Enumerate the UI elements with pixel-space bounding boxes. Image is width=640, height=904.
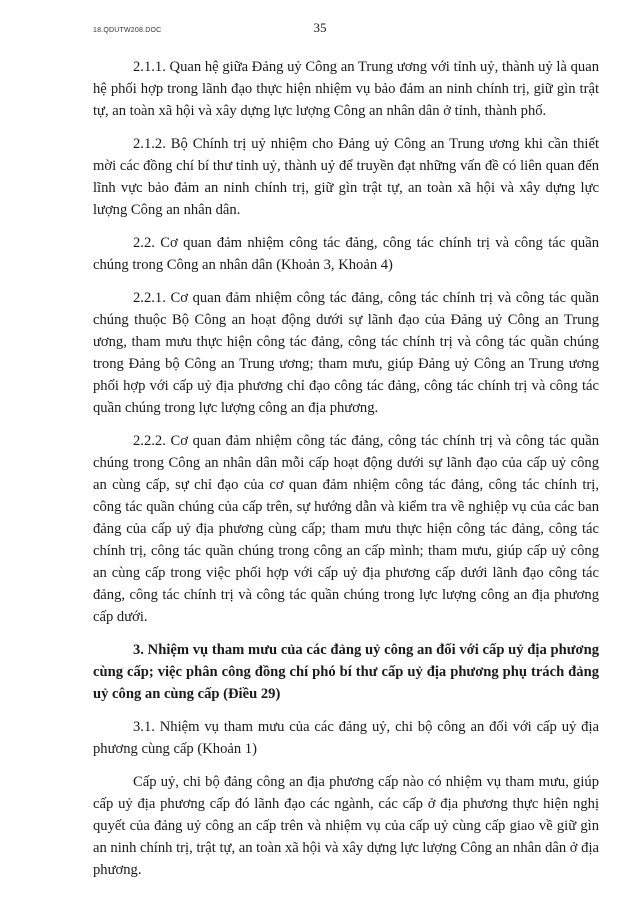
document-body bbox=[93, 56, 599, 892]
paragraph-3-1: 3.1. Nhiệm vụ tham mưu của các đảng uỷ, chi bộ công an đối với cấp uỷ địa phương cùng cấp (Khoản 1) bbox=[93, 719, 599, 757]
document-code: 18.QDUTW208.DOC bbox=[93, 27, 162, 34]
paragraph-2-1-2: 2.1.2. Bộ Chính trị uỷ nhiệm cho Đảng uỷ Công an Trung ương khi cần thiết mời các đồng chí bí thư tỉnh uỷ, thành uỷ để truyền đạt những vấn đề có liên quan đến lĩnh vực bảo đảm an ninh chính trị, giữ gìn trật tự, an toàn xã hội và xây dựng lực lượng Công an nhân dân. bbox=[93, 136, 599, 218]
paragraph-2-2-1: 2.2.1. Cơ quan đảm nhiệm công tác đảng, công tác chính trị và công tác quần chúng thuộc Bộ Công an hoạt động dưới sự lãnh đạo của Đảng uỷ Công an Trung ương, tham mưu thực hiện công tác đảng, công tác chính trị và công tác quần chúng trong Đảng bộ Công an Trung ương; tham mưu, giúp Đảng uỷ Công an Trung ương phối hợp với cấp uỷ địa phương chỉ đạo công tác đảng, công tác chính trị và công tác quần chúng trong lực lượng công an địa phương. bbox=[93, 290, 599, 416]
paragraph-2-1-1: 2.1.1. Quan hệ giữa Đảng uỷ Công an Trung ương với tỉnh uỷ, thành uỷ là quan hệ phối hợp trong lãnh đạo thực hiện nhiệm vụ bảo đảm an ninh chính trị, giữ gìn trật tự, an toàn xã hội và xây dựng lực lượng Công an nhân dân ở tỉnh, thành phố. bbox=[93, 59, 599, 119]
paragraph-body: Cấp uỷ, chi bộ đảng công an địa phương cấp nào có nhiệm vụ tham mưu, giúp cấp uỷ địa phương cấp đó lãnh đạo các ngành, các cấp ở địa phương thực hiện nghị quyết của đảng uỷ công an cấp trên và nhiệm vụ của cấp uỷ cùng cấp giao về giữ gìn an ninh chính trị, trật tự, an toàn xã hội và xây dựng lực lượng Công an nhân dân ở địa phương. bbox=[93, 774, 599, 878]
section-heading-3: 3. Nhiệm vụ tham mưu của các đảng uỷ công an đối với cấp uỷ địa phương cùng cấp; việc phân công đồng chí phó bí thư cấp uỷ địa phương phụ trách đảng uỷ công an cùng cấp (Điều 29) bbox=[93, 642, 599, 702]
paragraph-2-2-2: 2.2.2. Cơ quan đảm nhiệm công tác đảng, công tác chính trị và công tác quần chúng trong Công an nhân dân mỗi cấp hoạt động dưới sự lãnh đạo của cấp uỷ công an cùng cấp, sự chỉ đạo của cơ quan đảm nhiệm công tác đảng, công tác chính trị, công tác quần chúng của cấp trên, sự hướng dẫn và kiểm tra về nghiệp vụ của các ban đảng của cấp uỷ địa phương cùng cấp; tham mưu thực hiện công tác đảng, công tác chính trị, công tác quần chúng trong công an cấp mình; tham mưu, giúp cấp uỷ công an cùng cấp trong việc phối hợp với cấp uỷ địa phương cấp dưới lãnh đạo công tác đảng, công tác chính trị và công tác quần chúng trong lực lượng công an địa phương cấp dưới. bbox=[93, 433, 599, 625]
paragraph-2-2: 2.2. Cơ quan đảm nhiệm công tác đảng, công tác chính trị và công tác quần chúng trong Công an nhân dân (Khoản 3, Khoản 4) bbox=[93, 235, 599, 273]
page-number: 35 bbox=[313, 20, 327, 35]
